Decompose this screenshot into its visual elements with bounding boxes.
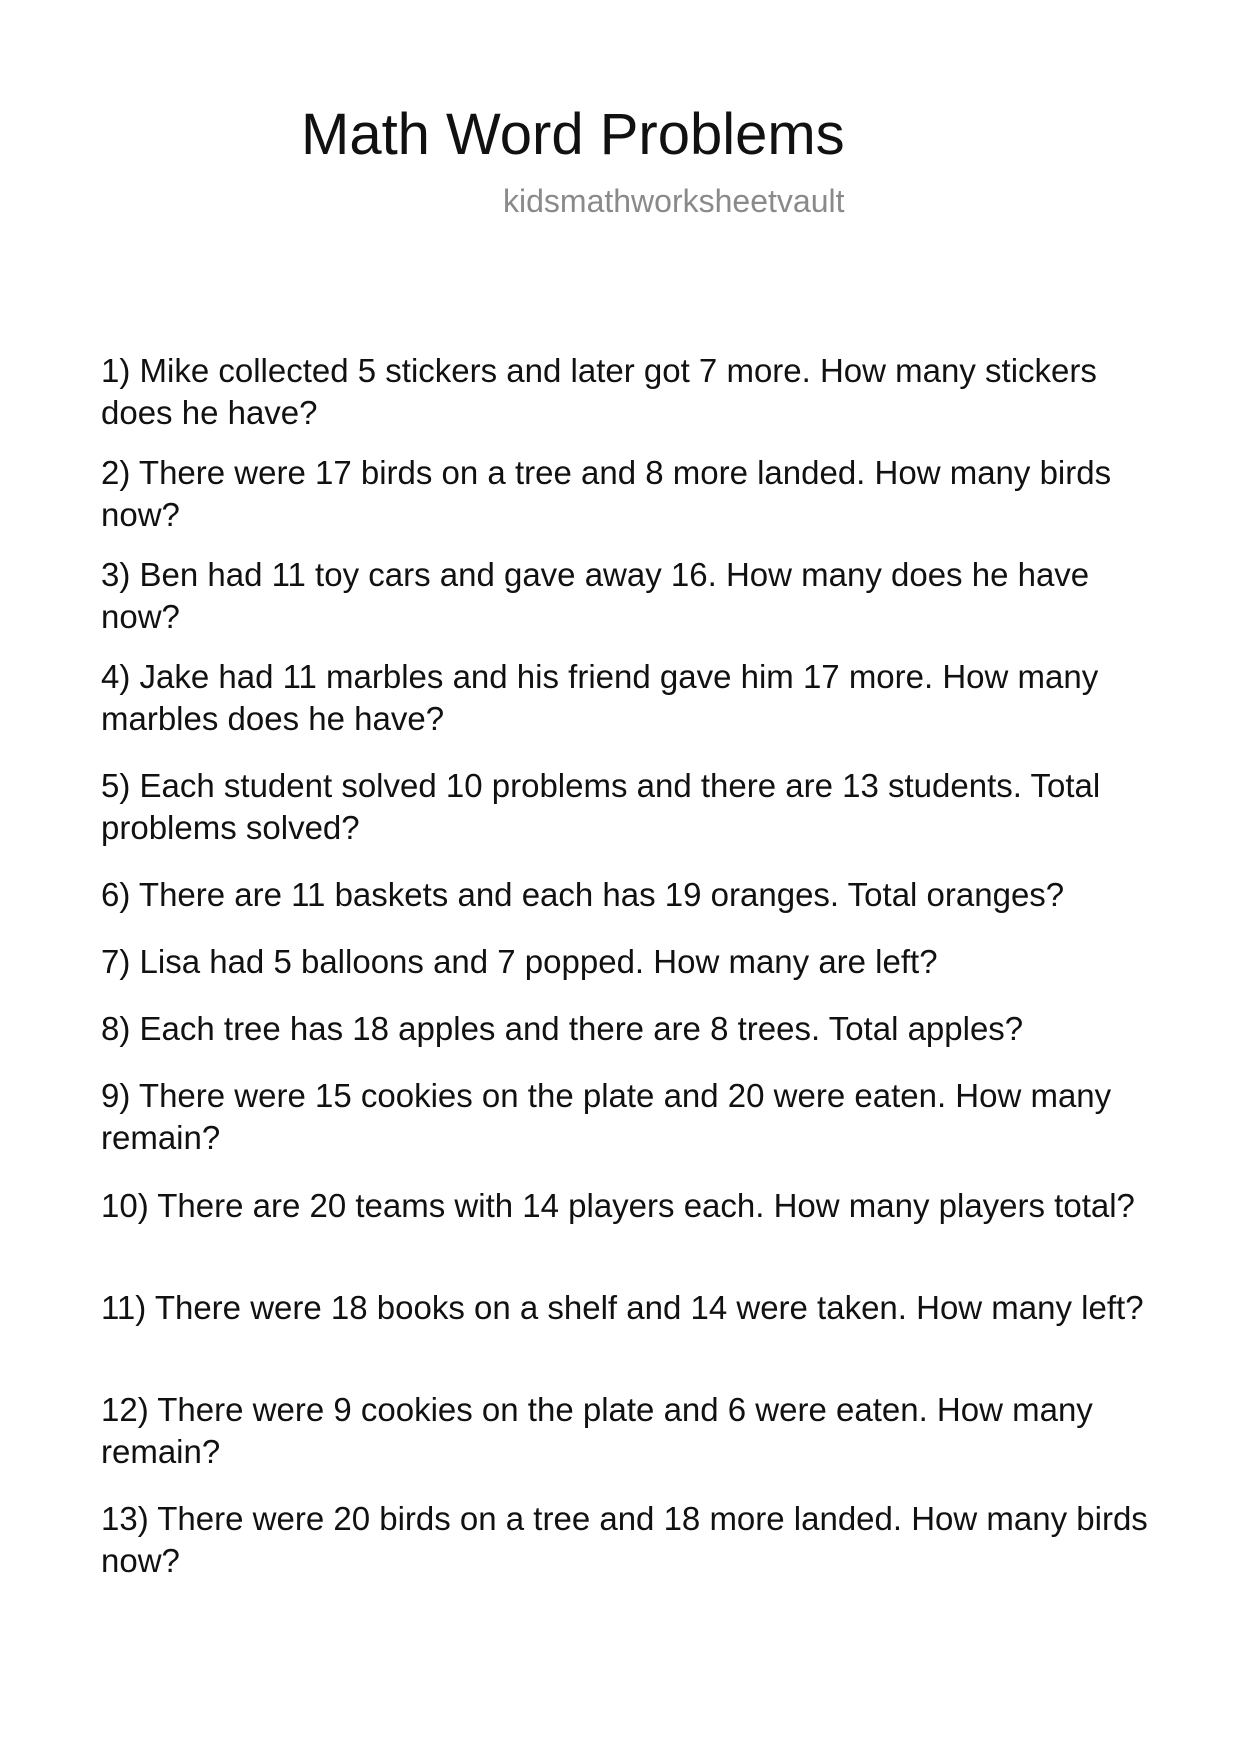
page-subtitle: kidsmathworksheetvault: [503, 183, 845, 219]
problem-2: 2) There were 17 birds on a tree and 8 more landed. How many birds now?: [101, 454, 1112, 533]
problem-1: 1) Mike collected 5 stickers and later got 7 more. How many stickers does he have?: [101, 352, 1097, 431]
problem-3: 3) Ben had 11 toy cars and gave away 16. How many does he have now?: [101, 556, 1090, 635]
problem-4: 4) Jake had 11 marbles and his friend gave him 17 more. How many marbles does he have?: [101, 658, 1099, 737]
problem-7: 7) Lisa had 5 balloons and 7 popped. How many are left?: [101, 943, 938, 980]
problem-5: 5) Each student solved 10 problems and there are 13 students. Total problems solved?: [101, 767, 1101, 846]
problem-6: 6) There are 11 baskets and each has 19 oranges. Total oranges?: [101, 876, 1065, 913]
problem-11: 11) There were 18 books on a shelf and 14 were taken. How many left?: [101, 1289, 1144, 1326]
problem-10: 10) There are 20 teams with 14 players each. How many players total?: [101, 1187, 1135, 1224]
problem-12: 12) There were 9 cookies on the plate and 6 were eaten. How many remain?: [101, 1391, 1093, 1470]
problem-8: 8) Each tree has 18 apples and there are 8 trees. Total apples?: [101, 1010, 1024, 1047]
problem-9: 9) There were 15 cookies on the plate and 20 were eaten. How many remain?: [101, 1077, 1112, 1156]
page-title: Math Word Problems: [301, 102, 845, 167]
problem-13: 13) There were 20 birds on a tree and 18 more landed. How many birds now?: [101, 1500, 1148, 1579]
